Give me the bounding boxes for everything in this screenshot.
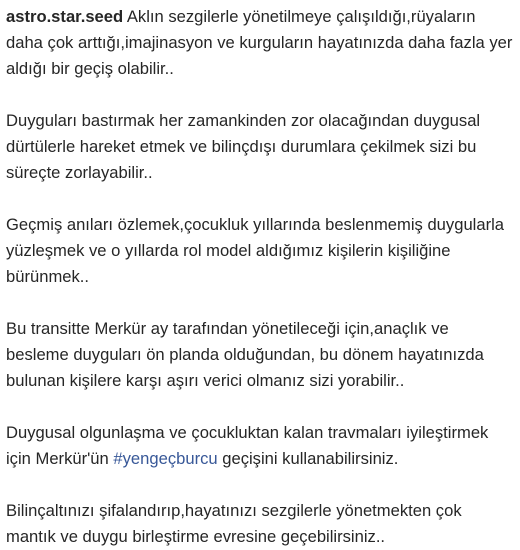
caption-text-3: Geçmiş anıları özlemek,çocukluk yıllarında beslenmemiş duygularla yüzleşmek ve o yıllarda rol model aldığımız kişilerin kişiliğine bürünmek..: [6, 215, 505, 286]
caption-paragraph-6: [6, 498, 514, 550]
hashtag-link[interactable]: #yengeçburcu: [113, 449, 218, 468]
caption-paragraph-3: [6, 212, 514, 290]
caption-text-4: Bu transitte Merkür ay tarafından yönetileceği için,anaçlık ve besleme duyguları ön planda olduğundan, bu dönem hayatınızda bulunan kişilere karşı aşırı verici olmanız sizi yorabilir..: [6, 319, 484, 390]
caption-paragraph-1: [6, 4, 514, 82]
caption-text-1: Aklın sezgilerle yönetilmeye çalışıldığı,rüyaların daha çok arttığı,imajinasyon ve kurguların hayatınızda daha fazla yer aldığı bir geçiş olabilir..: [6, 7, 513, 78]
caption-paragraph-2: [6, 108, 514, 186]
caption-paragraph-4: [6, 316, 514, 394]
caption-text-2: Duyguları bastırmak her zamankinden zor olacağından duygusal dürtülerle hareket etmek ve bilinçdışı durumlara çekilmek sizi bu süreçte zorlayabilir..: [6, 111, 481, 182]
username-link[interactable]: astro.star.seed: [6, 7, 124, 26]
caption-text-5a: Duygusal olgunlaşma ve çocukluktan kalan travmaları iyileştirmek için Merkür'ün: [6, 423, 489, 468]
caption-text-5b: geçişini kullanabilirsiniz.: [217, 449, 399, 468]
caption-text-6: Bilinçaltınızı şifalandırıp,hayatınızı sezgilerle yönetmekten çok mantık ve duygu birleştirme evresine geçebilirsiniz..: [6, 501, 462, 546]
caption-paragraph-5: [6, 420, 514, 472]
